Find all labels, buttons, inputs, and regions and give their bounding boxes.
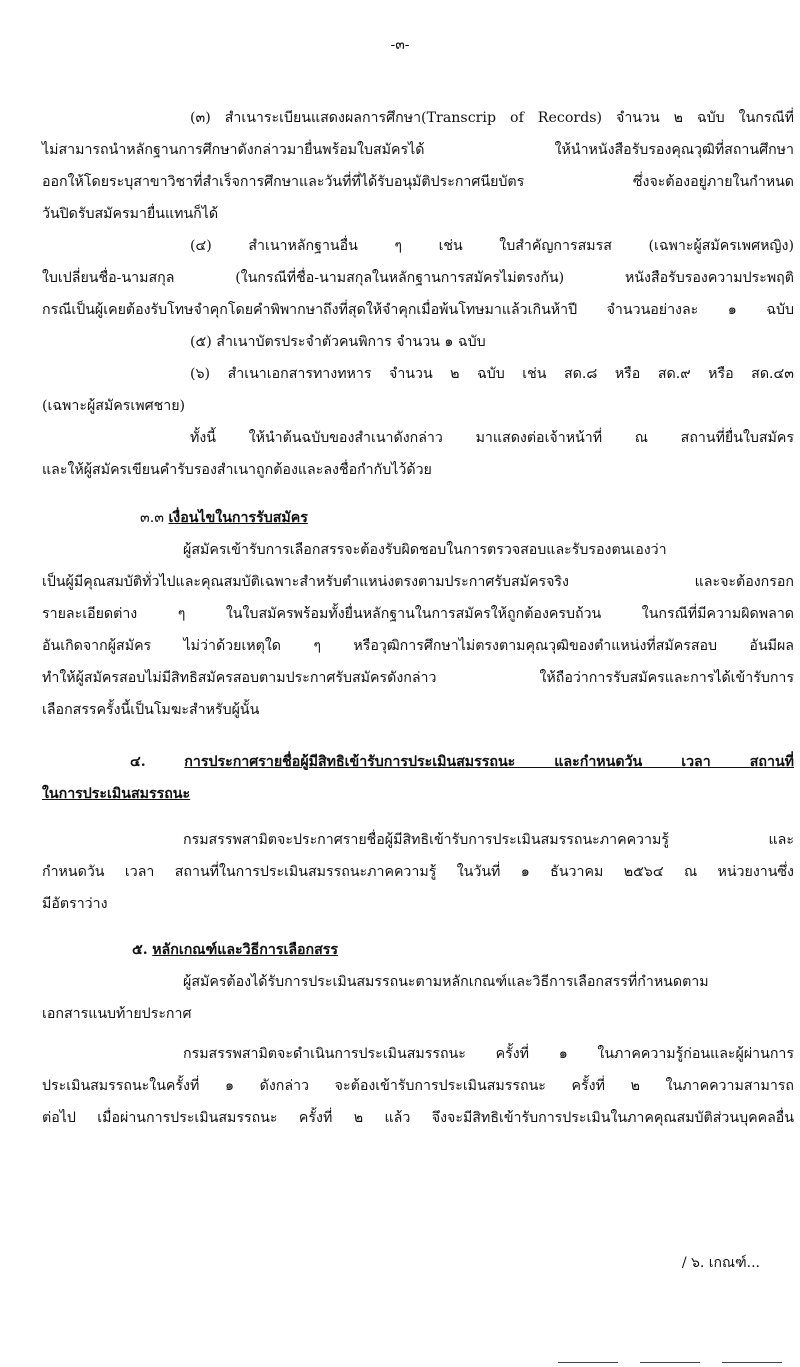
page-number: -๓- — [390, 37, 410, 53]
section-3-3-number: ๓.๓ — [140, 510, 164, 526]
section-4-line-2: กำหนดวัน เวลา สถานที่ในการประเมินสมรรถนะภาคความรู้ ในวันที่ ๑ ธันวาคม ๒๕๖๔ ณ หน่วยงานซึ่ง — [42, 864, 794, 880]
section-3-3-line-4: อันเกิดจากผู้สมัคร ไม่ว่าด้วยเหตุใด ๆ หรือวุฒิการศึกษาไม่ตรงตามคุณวุฒิของตำแหน่งที่สมัครสอบ อันมีผล — [42, 638, 794, 654]
continuation-note: / ๖. เกณฑ์... — [681, 1255, 760, 1271]
section-4-line-3: มีอัตราว่าง — [42, 896, 108, 912]
item-4-line-2: ใบเปลี่ยนชื่อ-นามสกุล (ในกรณีที่ชื่อ-นามสกุลในหลักฐานการสมัครไม่ตรงกัน) หนังสือรับรองความประพฤติ — [42, 270, 794, 286]
footer-rule-3 — [722, 1362, 782, 1363]
item-3-line-3: ออกให้โดยระบุสาขาวิชาที่สำเร็จการศึกษาและวันที่ที่ได้รับอนุมัติประกาศนียบัตร ซึ่งจะต้องอยู่ภายในกำหนด — [42, 174, 794, 190]
section-5-heading — [132, 940, 338, 960]
section-5-para-1-line-2: เอกสารแนบท้ายประกาศ — [42, 1006, 192, 1022]
section-3-3-heading — [140, 508, 308, 528]
section-3-3-line-6: เลือกสรรครั้งนี้เป็นโมฆะสำหรับผู้นั้น — [42, 702, 260, 718]
note-line-1: ทั้งนี้ ให้นำต้นฉบับของสำเนาดังกล่าว มาแสดงต่อเจ้าหน้าที่ ณ สถานที่ยื่นใบสมัคร — [190, 430, 794, 446]
section-5-para-2-line-3: ต่อไป เมื่อผ่านการประเมินสมรรถนะ ครั้งที่ ๒ แล้ว จึงจะมีสิทธิเข้ารับการประเมินในภาคคุณสมบัติส่วนบุคคลอื่น — [42, 1110, 794, 1126]
item-3-line-4: วันปิดรับสมัครมายื่นแทนก็ได้ — [42, 206, 219, 222]
section-4-line-1: กรมสรรพสามิตจะประกาศรายชื่อผู้มีสิทธิเข้ารับการประเมินสมรรถนะภาคความรู้ และ — [183, 832, 794, 848]
item-3-line-2: ไม่สามารถนำหลักฐานการศึกษาดังกล่าวมายื่นพร้อมใบสมัครได้ ให้นำหนังสือรับรองคุณวุฒิที่สถานศึกษา — [42, 142, 794, 158]
section-5-para-2-line-1: กรมสรรพสามิตจะดำเนินการประเมินสมรรถนะ ครั้งที่ ๑ ในภาคความรู้ก่อนและผู้ผ่านการ — [183, 1046, 794, 1062]
item-6-line-1: (๖) สำเนาเอกสารทางทหาร จำนวน ๒ ฉบับ เช่น สด.๘ หรือ สด.๙ หรือ สด.๔๓ — [190, 366, 794, 382]
section-5-para-2-line-2: ประเมินสมรรถนะในครั้งที่ ๑ ดังกล่าว จะต้องเข้ารับการประเมินสมรรถนะ ครั้งที่ ๒ ในภาคความสามารถ — [42, 1078, 794, 1094]
footer-rule-2 — [640, 1362, 700, 1363]
section-3-3-line-2: เป็นผู้มีคุณสมบัติทั่วไปและคุณสมบัติเฉพาะสำหรับตำแหน่งตรงตามประกาศรับสมัครจริง และจะต้องกรอก — [42, 574, 794, 590]
item-6-line-2: (เฉพาะผู้สมัครเพศชาย) — [42, 398, 186, 414]
section-4-heading-line-1 — [130, 752, 794, 772]
section-4-title-1: การประกาศรายชื่อผู้มีสิทธิเข้ารับการประเมินสมรรถนะ และกำหนดวัน เวลา สถานที่ — [184, 754, 794, 770]
section-4-number: ๔. — [130, 754, 146, 770]
item-4-line-3: กรณีเป็นผู้เคยต้องรับโทษจำคุกโดยคำพิพากษาถึงที่สุดให้จำคุกเมื่อพ้นโทษมาแล้วเกินห้าปี จำนวนอย่างละ ๑ ฉบับ — [42, 302, 794, 318]
item-5-line: (๕) สำเนาบัตรประจำตัวคนพิการ จำนวน ๑ ฉบับ — [190, 334, 486, 350]
section-4-heading-line-2: ในการประเมินสมรรถนะ — [42, 786, 191, 802]
section-3-3-line-5: ทำให้ผู้สมัครสอบไม่มีสิทธิสมัครสอบตามประกาศรับสมัครดังกล่าว ให้ถือว่าการรับสมัครและการได้เข้ารับการ — [42, 670, 794, 686]
item-4-line-1: (๔) สำเนาหลักฐานอื่น ๆ เช่น ใบสำคัญการสมรส (เฉพาะผู้สมัครเพศหญิง) — [190, 238, 794, 254]
section-3-3-line-3: รายละเอียดต่าง ๆ ในใบสมัครพร้อมทั้งยื่นหลักฐานในการสมัครให้ถูกต้องครบถ้วน ในกรณีที่มีความผิดพลาด — [42, 606, 794, 622]
note-line-2: และให้ผู้สมัครเขียนคำรับรองสำเนาถูกต้องและลงชื่อกำกับไว้ด้วย — [42, 462, 432, 478]
section-3-3-line-1: ผู้สมัครเข้ารับการเลือกสรรจะต้องรับผิดชอบในการตรวจสอบและรับรองตนเองว่า — [183, 542, 667, 558]
item-3-line-1: (๓) สำเนาระเบียนแสดงผลการศึกษา(Transcrip of Records) จำนวน ๒ ฉบับ ในกรณีที่ — [190, 110, 794, 126]
section-5-para-1-line-1: ผู้สมัครต้องได้รับการประเมินสมรรถนะตามหลักเกณฑ์และวิธีการเลือกสรรที่กำหนดตาม — [183, 974, 709, 990]
section-3-3-title: เงื่อนไขในการรับสมัคร — [168, 510, 308, 526]
section-5-number: ๕. — [132, 942, 148, 958]
footer-rule-1 — [558, 1362, 618, 1363]
section-5-title: หลักเกณฑ์และวิธีการเลือกสรร — [152, 942, 339, 958]
